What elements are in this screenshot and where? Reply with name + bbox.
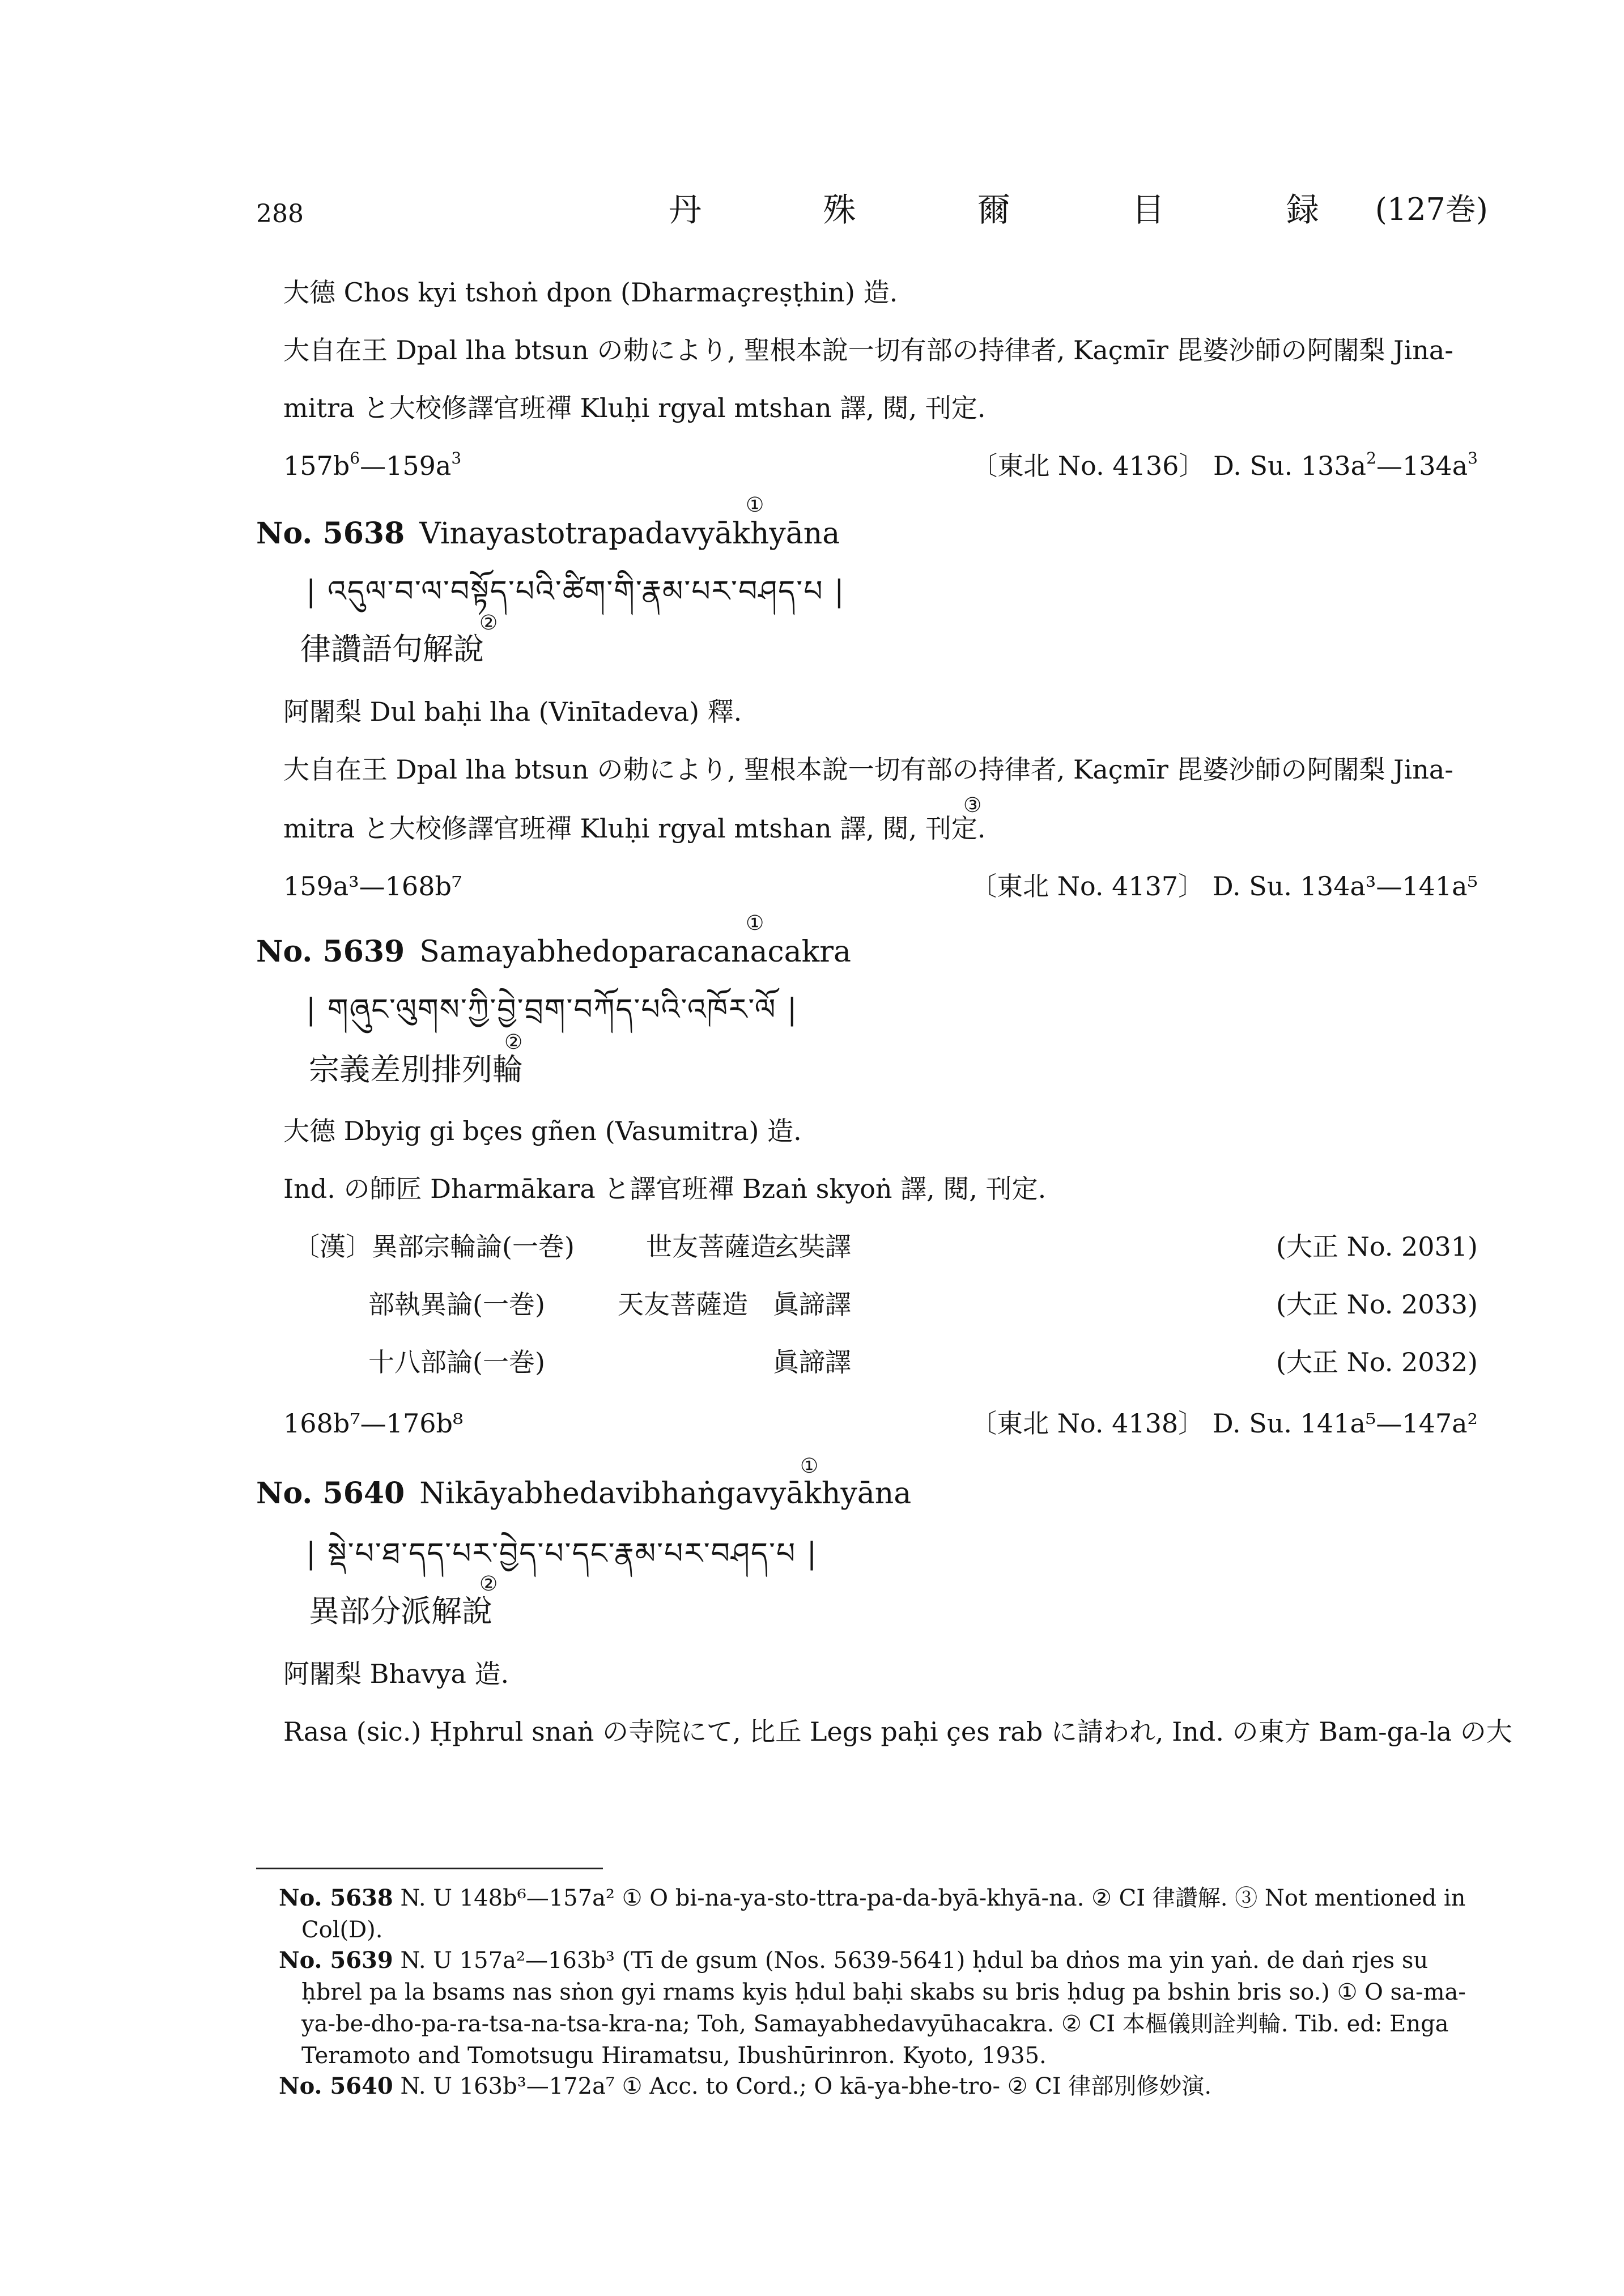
entry-author: 大德 Dbyig gi bçes gñen (Vasumitra) 造. [283, 1116, 802, 1146]
range-right: 〔東北 No. 4138〕 D. Su. 141a⁵—147a² [971, 1408, 1478, 1439]
chinese-note-mark: ② [504, 1031, 523, 1054]
entry-title: Vinayastotrapadavyākhyāna [419, 517, 840, 551]
range-left: 168b⁷—176b⁸ [283, 1408, 464, 1439]
footnote-5638: No. 5638 N. U 148b⁶—157a² ① O bi-na-ya-sto-ttra-pa-da-byā-khyā-na. ② CI 律讚解. ③ Not mentioned in Col(D). [279, 1885, 1466, 1943]
entry-number: No. 5640 [256, 1476, 405, 1511]
tibetan-title: | འདུལ་བ་ལ་བསྟོད་པའི་ཚིག་གི་རྣམ་པར་བཤད་པ | [306, 575, 845, 609]
footnote-5639: No. 5639 N. U 157a²—163b³ (Tī de gsum (Nos. 5639-5641) ḥdul ba dṅos ma yin yaṅ. de daṅ rjes su ḥbrel pa la bsams nas sṅon gyi rnams kyis ḥdul baḥi skabs su bris ḥdug pa bshin bris so.) ① O sa-ma-ya-be-dho-pa-ra-tsa-na-tsa-kra-na; Toh, Samayabhedavyūhacakra. ② CI 本樞儀則詮判輪. Tib. ed: Enga Teramoto and Tomotsugu Hiramatsu, Ibushūrinron. Kyoto, 1935. [279, 1947, 1466, 2069]
han-row-c1: 部執異論(一巻) [368, 1289, 545, 1320]
han-row-c4: (大正 No. 2032) [1276, 1347, 1478, 1377]
order-note-mark: ③ [963, 794, 982, 817]
chinese-title: 宗義差別排列輪 [309, 1052, 523, 1087]
prev-order-line1: 大自在王 Dpal lha btsun の勅により, 聖根本說一切有部の持律者, Kaçmīr 毘婆沙師の阿闍梨 Jina- [283, 335, 1453, 365]
tibetan-title: | གཞུང་ལུགས་ཀྱི་བྱེ་བྲག་བཀོད་པའི་འཁོར་ལོ | [306, 993, 798, 1027]
range-right: 〔東北 No. 4137〕 D. Su. 134a³—141a⁵ [971, 871, 1478, 902]
title-note-mark: ① [800, 1455, 819, 1478]
footnote-rule [256, 1868, 603, 1869]
prev-order-line2: mitra と大校修譯官班禪 Kluḥi rgyal mtshan 譯, 閱, 刊定. [283, 393, 986, 423]
prev-range-left: $157b^6—159a^3$ [283, 449, 462, 481]
entry-author: 阿闍梨 Bhavya 造. [283, 1659, 509, 1689]
chinese-note-mark: ② [479, 611, 498, 635]
entry-heading-5640 [256, 1477, 911, 1511]
prev-range-right: 〔東北 No. 4136〕 D. Su. $133a^2—134a^3$ [971, 449, 1478, 481]
order-line1: 大自在王 Dpal lha btsun の勅により, 聖根本說一切有部の持律者, Kaçmīr 毘婆沙師の阿闍梨 Jina- [283, 754, 1453, 785]
entry-heading-5639 [256, 935, 851, 969]
han-row-c4: (大正 No. 2033) [1276, 1289, 1478, 1320]
translator-line: Ind. の師匠 Dharmākara と譯官班禪 Bzaṅ skyoṅ 譯, 閱, 刊定. [283, 1173, 1047, 1204]
chinese-note-mark: ② [479, 1572, 498, 1596]
entry-number: No. 5639 [256, 934, 405, 969]
han-row-c3: 玄奘譯 [773, 1231, 851, 1262]
han-row-c4: (大正 No. 2031) [1276, 1231, 1478, 1262]
han-row-c3: 眞諦譯 [773, 1347, 851, 1377]
page-number: 288 [256, 199, 304, 228]
chinese-title: 律讚語句解說 [300, 631, 484, 667]
prev-author: 大德 Chos kyi tshoṅ dpon (Dharmaçreṣṭhin) 造. [283, 277, 898, 308]
tibetan-title: | སྡེ་པ་ཐ་དད་པར་བྱེད་པ་དང་རྣམ་པར་བཤད་པ | [306, 1537, 818, 1571]
entry-note: Rasa (sic.) Ḥphrul snaṅ の寺院にて, 比丘 Legs paḥi çes rab に請われ, Ind. の東方 Bam-ga-la の大 [283, 1716, 1512, 1747]
title-note-mark: ① [746, 912, 764, 935]
title-note-mark: ① [746, 494, 764, 517]
entry-title: Samayabhedoparacanacakra [419, 935, 851, 969]
han-row-c2: 世友菩薩造 [646, 1231, 776, 1262]
han-row-c3: 眞諦譯 [773, 1289, 851, 1320]
footnote-5640: No. 5640 N. U 163b³—172a⁷ ① Acc. to Cord.; O kā-ya-bhe-tro- ② CI 律部別修妙演. [279, 2073, 1212, 2099]
entry-number: No. 5638 [256, 516, 405, 551]
han-row-c2: 天友菩薩造 [618, 1289, 748, 1320]
han-row-c1: 十八部論(一巻) [368, 1347, 545, 1377]
entry-heading-5638 [256, 517, 840, 551]
han-row-c1: 〔漢〕異部宗輪論(一巻) [294, 1231, 575, 1262]
range-left: 159a³—168b⁷ [283, 871, 462, 902]
entry-title: Nikāyabhedavibhaṅgavyākhyāna [419, 1477, 912, 1511]
entry-author: 阿闍梨 Dul baḥi lha (Vinītadeva) 釋. [283, 696, 742, 727]
volume-label: (127巻) [1375, 192, 1488, 227]
page-title: 丹 殊 爾 目 録 [669, 190, 1375, 229]
order-line2: mitra と大校修譯官班禪 Kluḥi rgyal mtshan 譯, 閱, 刊定. [283, 813, 986, 844]
chinese-title: 異部分派解說 [309, 1593, 492, 1629]
